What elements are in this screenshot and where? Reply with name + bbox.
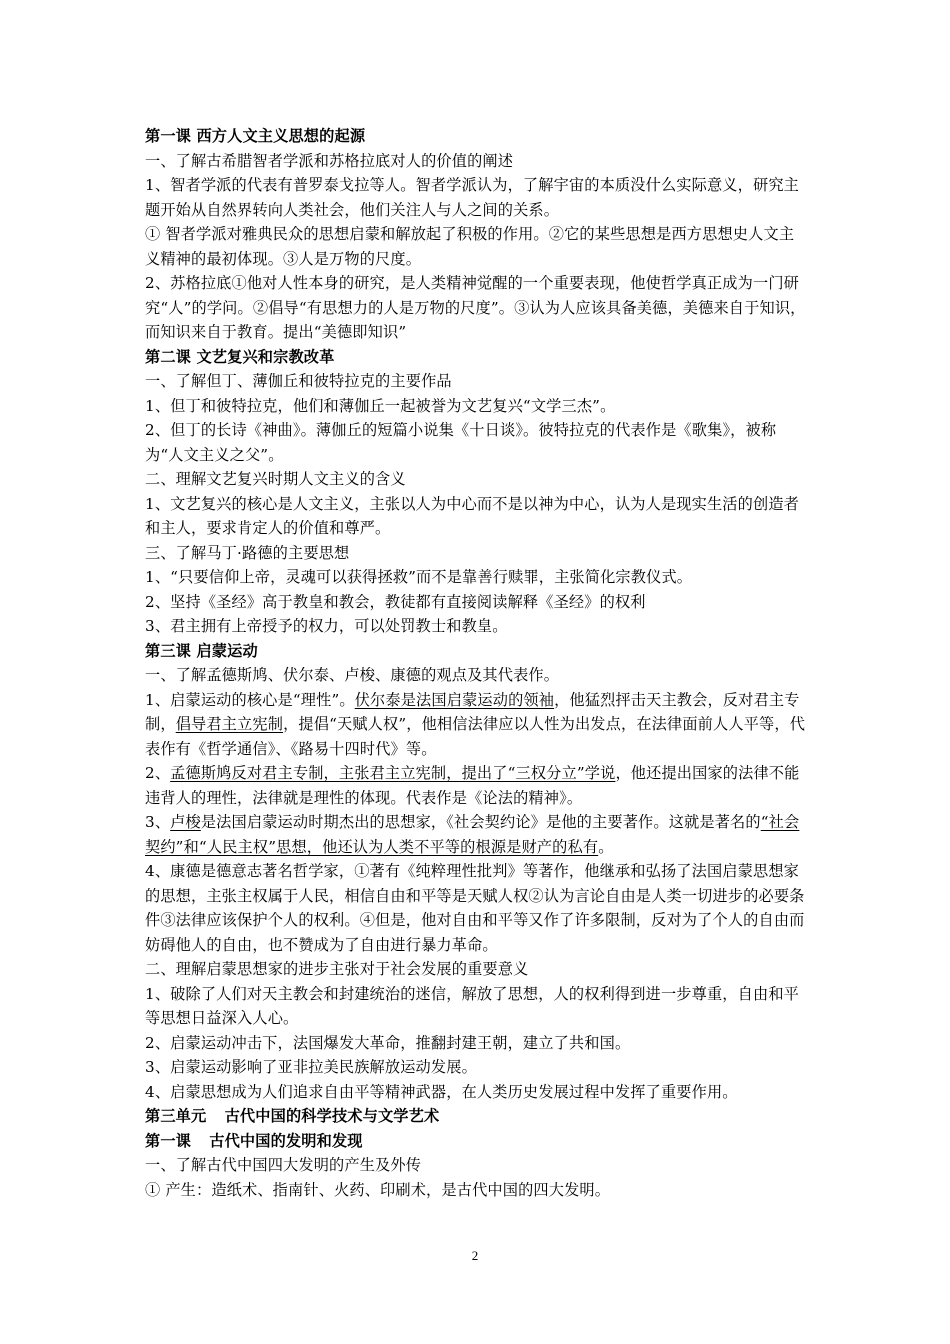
lesson-title-4: [145, 1129, 808, 1154]
lesson-title-1: 第一课 西方人文主义思想的起源: [145, 127, 366, 145]
text-run: 2、: [145, 764, 171, 782]
underlined-text: “社会契约”和“人民主权”思想，他还认为人类不平等的根源是财产的私有: [145, 813, 800, 856]
underlined-text: 孟德斯鸠反对君主专制，主张君主立宪制，提出了“三权分立”学说: [170, 764, 616, 782]
paragraph: 1、“只要信仰上帝，灵魂可以获得拯救”而不是靠善行赎罪，主张简化宗教仪式。: [145, 568, 693, 586]
paragraph: 1、破除了人们对天主教会和封建统治的迷信，解放了思想，人的权利得到进一步尊重，自由和平等思想日益深入人心。: [145, 984, 799, 1027]
paragraph: 2、坚持《圣经》高于教皇和教会，教徒都有直接阅读解释《圣经》的权利: [145, 592, 646, 611]
underlined-text: 卢梭: [170, 813, 201, 831]
section-heading: 三、了解马丁·路德的主要思想: [145, 543, 350, 562]
lesson-label: 第一课: [145, 1131, 192, 1150]
underlined-text: 倡导君主立宪制: [175, 715, 284, 733]
section-heading: 一、了解但丁、薄伽丘和彼特拉克的主要作品: [145, 372, 452, 390]
paragraph-montesquieu: [145, 761, 808, 810]
lesson-title-2: 第二课 文艺复兴和宗教改革: [145, 347, 335, 366]
paragraph: 3、君主拥有上帝授予的权力，可以处罚教士和教皇。: [145, 617, 508, 635]
text-run: 是法国启蒙运动时期杰出的思想家，《社会契约论》是他的主要著作。这就是著名的: [200, 813, 761, 831]
paragraph: 3、启蒙运动影响了亚非拉美民族解放运动发展。: [145, 1058, 477, 1076]
section-heading: 一、了解古希腊智者学派和苏格拉底对人的价值的阐述: [145, 151, 514, 170]
paragraph: 2、苏格拉底①他对人性本身的研究，是人类精神觉醒的一个重要表现，他使哲学真正成为一门研究“人”的学问。②倡导“有思想力的人是万物的尺度”。③认为人应该具备美德，美德来自于知识，而知识来自于教育。提出“美德即知识”: [145, 274, 806, 341]
underlined-text: 伏尔泰是法国启蒙运动的领袖: [354, 690, 555, 709]
section-heading: 二、理解文艺复兴时期人文主义的含义: [145, 470, 406, 488]
section-heading: 一、了解古代中国四大发明的产生及外传: [145, 1156, 422, 1174]
page-content: [145, 124, 808, 1202]
text-run: 3、: [145, 813, 171, 831]
text-run: 1、启蒙运动的核心是“理性”。: [145, 690, 355, 709]
text-run: ，他猛烈抨击天主教会，反对君主专制，: [145, 690, 800, 733]
paragraph: 1、智者学派的代表有普罗泰戈拉等人。智者学派认为，了解宇宙的本质没什么实际意义，研究主题开始从自然界转向人类社会，他们关注人与人之间的关系。: [145, 176, 799, 219]
paragraph-rousseau: [145, 810, 808, 859]
paragraph: 2、但丁的长诗《神曲》。薄伽丘的短篇小说集《十日谈》。彼特拉克的代表作是《歌集》，被称为“人文主义之父”。: [145, 421, 777, 464]
section-heading: 二、理解启蒙思想家的进步主张对于社会发展的重要意义: [145, 960, 529, 978]
paragraph: 1、但丁和彼特拉克，他们和薄伽丘一起被誉为文艺复兴“文学三杰”。: [145, 396, 616, 415]
paragraph-voltaire: [145, 688, 808, 762]
text-run: 。: [598, 837, 614, 856]
page-number: 2: [471, 1248, 479, 1263]
lesson-title-3: 第三课 启蒙运动: [145, 641, 258, 660]
paragraph: 4、启蒙思想成为人们追求自由平等精神武器，在人类历史发展过程中发挥了重要作用。: [145, 1082, 738, 1101]
section-heading: 一、了解孟德斯鸠、伏尔泰、卢梭、康德的观点及其代表作。: [145, 666, 560, 684]
unit-name: 古代中国的科学技术与文学艺术: [224, 1107, 440, 1125]
unit-label: 第三单元: [145, 1107, 207, 1125]
lesson-name: 古代中国的发明和发现: [209, 1131, 363, 1150]
paragraph: 1、文艺复兴的核心是人文主义，主张以人为中心而不是以神为中心，认为人是现实生活的创造者和主人，要求肯定人的价值和尊严。: [145, 494, 799, 537]
unit-title: [145, 1104, 808, 1129]
paragraph: ① 智者学派对雅典民众的思想启蒙和解放起了积极的作用。②它的某些思想是西方思想史人文主义精神的最初体现。③人是万物的尺度。: [145, 225, 795, 268]
paragraph: 4、康德是德意志著名哲学家，①著有《纯粹理性批判》等著作，他继承和弘扬了法国启蒙思想家的思想，主张主权属于人民，相信自由和平等是天赋人权②认为言论自由是人类一切进步的必要条件③法律应该保护个人的权利。④但是，他对自由和平等又作了许多限制，反对为了个人的自由而妨碍他人的自由，也不赞成为了自由进行暴力革命。: [145, 862, 805, 954]
text-run: ，提倡“天赋人权”，他相信法律应以人性为出发点，在法律面前人人平等，代表作有《哲学通信》、《路易十四时代》等。: [145, 715, 806, 758]
text-run: ，他还提出国家的法律不能违背人的理性，法律就是理性的体现。代表作是《论法的精神》。: [145, 764, 800, 807]
paragraph: ① 产生：造纸术、指南针、火药、印刷术，是古代中国的四大发明。: [145, 1180, 611, 1199]
paragraph: 2、启蒙运动冲击下，法国爆发大革命，推翻封建王朝，建立了共和国。: [145, 1033, 631, 1052]
